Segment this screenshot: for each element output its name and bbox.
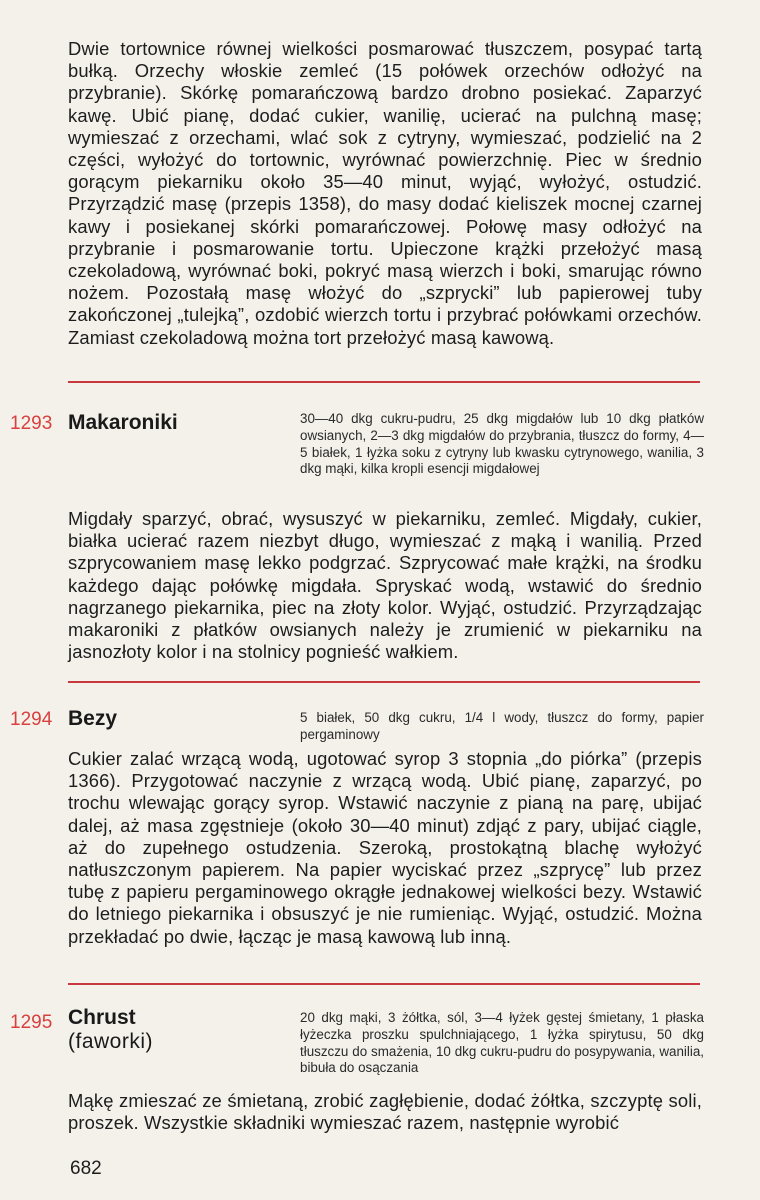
section-divider	[68, 983, 700, 985]
section-divider	[68, 681, 700, 683]
recipe-title: Makaroniki	[68, 411, 178, 434]
page-number: 682	[70, 1158, 102, 1179]
recipe-ingredients: 5 białek, 50 dkg cukru, 1/4 l wody, tłuszcz do formy, papier pergaminowy	[300, 710, 704, 742]
section-divider	[68, 381, 700, 383]
recipe-title: Chrust	[68, 1006, 136, 1029]
recipe-number: 1295	[10, 1012, 53, 1033]
recipe-ingredients: 30—40 dkg cukru-pudru, 25 dkg migdałów lub 10 dkg płatków owsianych, 2—3 dkg migdałów do przybrania, tłuszcz do formy, 4—5 białek, 1 łyżka soku z cytryny lub kwasku cytrynowego, wanilia, 3 dkg mąki, kilka kropli esencji migdałowej	[300, 411, 704, 477]
recipe-method: Cukier zalać wrzącą wodą, ugotować syrop 3 stopnia „do piórka” (przepis 1366). Przygotować naczynie z wrzącą wodą. Ubić pianę, zaparzyć, po trochu wlewając gorący syrop. Wstawić naczynie z pianą na parę, ubijać dalej, aż masa zgęstnieje (około 30—40 minut) zdjąć z pary, ubijać ciągle, aż do zupełnego ostudzenia. Szeroką, prostokątną blachę wyłożyć natłuszczonym papierem. Na papier wyciskać przez „szprycę” lub przez tubę z papieru pergaminowego okrągłe jednakowej wielkości bezy. Wstawić do letniego piekarnika i obsuszyć je nie rumieniąc. Wyjąć, ostudzić. Można przekładać po dwie, łącząc je masą kawową lub inną.	[68, 748, 702, 947]
recipe-method: Migdały sparzyć, obrać, wysuszyć w piekarniku, zemleć. Migdały, cukier, białka ucierać razem niezbyt długo, wymieszać z mąką i wanilią. Przed szprycowaniem masę lekko podgrzać. Szprycować małe krążki, na środku każdego dając połówkę migdała. Spryskać wodą, wstawić do średnio nagrzanego piekarnika, piec na złoty kolor. Wyjąć, ostudzić. Przyrządzając makaroniki z płatków owsianych należy je zrumienić w piekarniku na jasnozłoty kolor i na stolnicy pognieść wałkiem.	[68, 508, 702, 663]
recipe-number: 1293	[10, 413, 53, 434]
recipe-number: 1294	[10, 709, 53, 730]
recipe-subtitle: (faworki)	[68, 1030, 154, 1053]
intro-paragraph: Dwie tortownice równej wielkości posmarować tłuszczem, posypać tartą bułką. Orzechy włoskie zemleć (15 połówek orzechów odłożyć na przybranie). Skórkę pomarańczową bardzo drobno posiekać. Zaparzyć kawę. Ubić pianę, dodać cukier, wanilię, ucierać na pulchną masę; wymieszać z orzechami, wlać sok z cytryny, wymieszać, podzielić na 2 części, wyłożyć do tortownic, wyrównać powierzchnię. Piec w średnio gorącym piekarniku około 35—40 minut, wyjąć, wyłożyć, ostudzić. Przyrządzić masę (przepis 1358), do masy dodać kieliszek mocnej czarnej kawy i posiekanej skórki pomarańczowej. Połowę masy odłożyć na przybranie i posmarowanie tortu. Upieczone krążki przełożyć masą czekoladową, wyrównać boki, pokryć masą wierzch i boki, smarując równo nożem. Pozostałą masę włożyć do „szprycki” lub papierowej tuby zakończonej „tulejką”, ozdobić wierzch tortu i przybrać połówkami orzechów. Zamiast czekoladową można tort przełożyć masą kawową.	[68, 38, 702, 348]
recipe-method: Mąkę zmieszać ze śmietaną, zrobić zagłębienie, dodać żółtka, szczyptę soli, proszek. Wszystkie składniki wymieszać razem, następnie wyrobić	[68, 1090, 702, 1134]
recipe-title: Bezy	[68, 707, 118, 730]
recipe-ingredients: 20 dkg mąki, 3 żółtka, sól, 3—4 łyżek gęstej śmietany, 1 płaska łyżeczka proszku spulchniającego, 1 łyżka spirytusu, 50 dkg tłuszczu do smażenia, 10 dkg cukru-pudru do posypywania, wanilia, bibuła do osączania	[300, 1010, 704, 1076]
